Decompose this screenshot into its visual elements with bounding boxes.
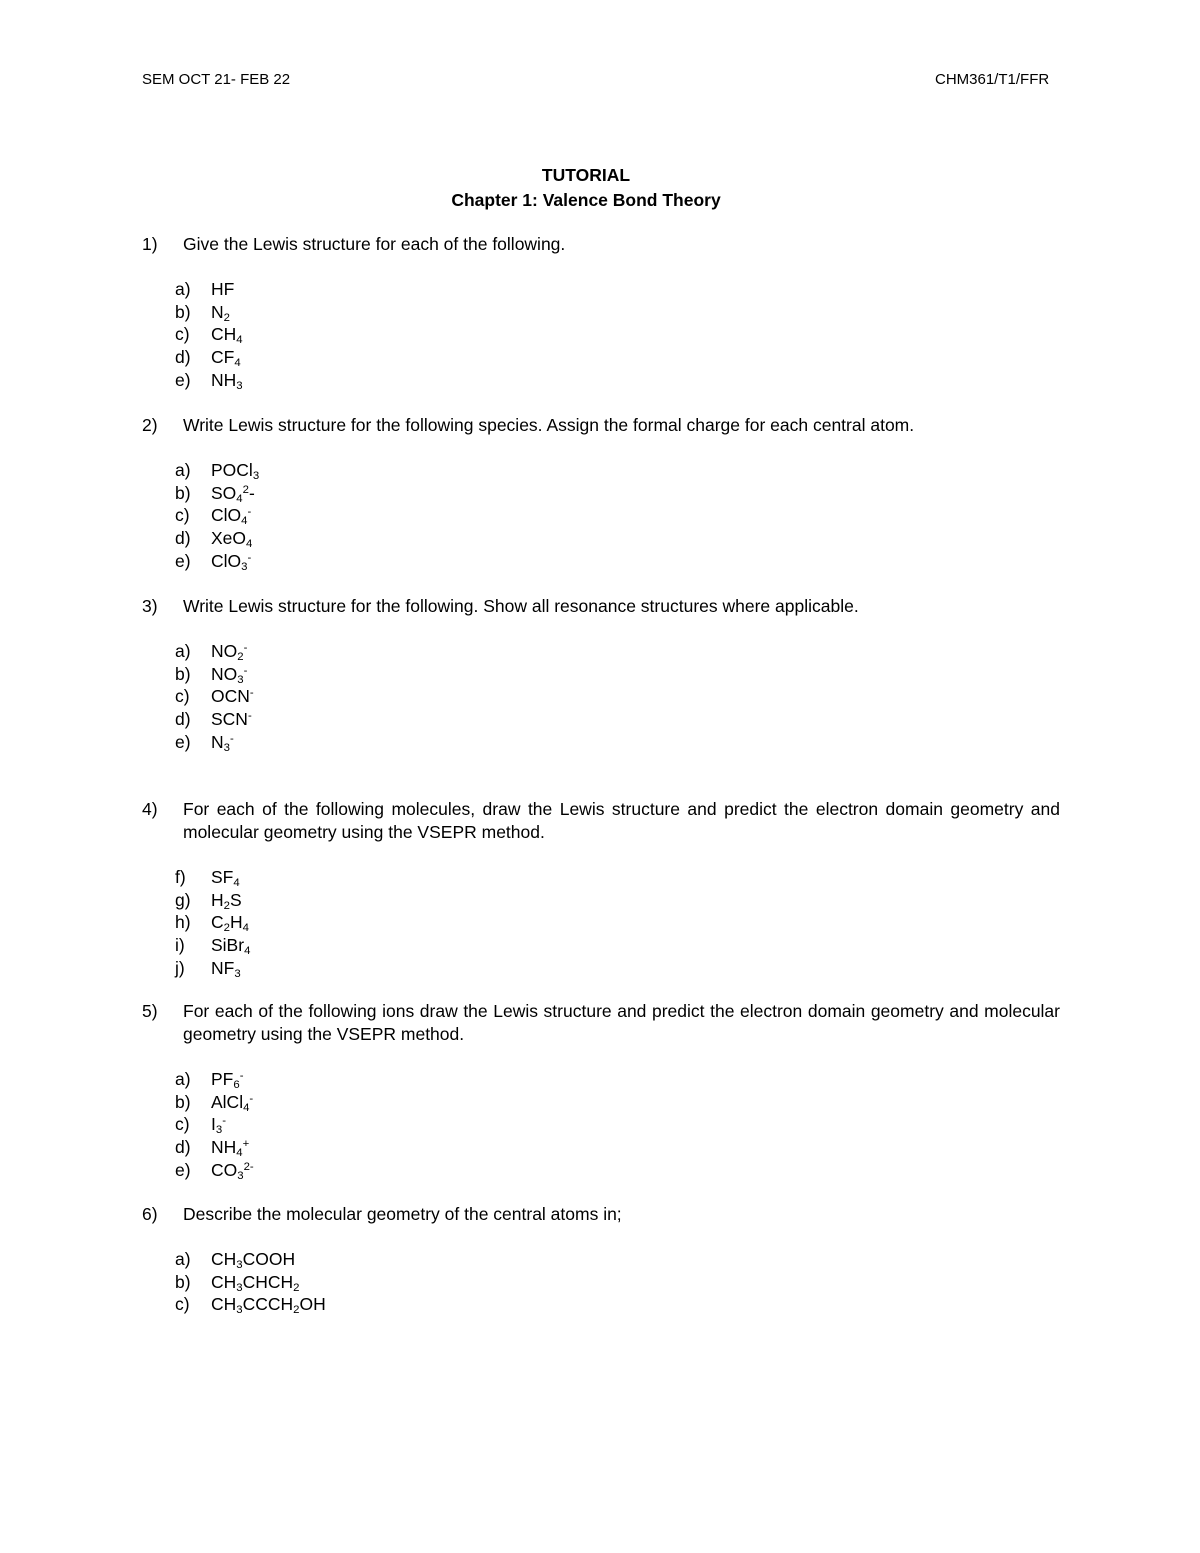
chemical-formula: [211, 685, 1060, 708]
formula-text: SF: [211, 867, 234, 887]
chemical-formula: [211, 1159, 1060, 1182]
chemical-formula: [211, 640, 1060, 663]
item-list: [142, 1068, 1060, 1181]
formula-superscript: 2-: [243, 1160, 254, 1173]
item-letter: a): [175, 460, 191, 480]
formula-text: COOH: [242, 1249, 296, 1269]
item-letter: j): [175, 957, 185, 978]
chemical-formula: [211, 957, 1060, 980]
list-item: [175, 934, 1060, 957]
chemical-formula: [211, 1068, 1060, 1091]
formula-text: NH: [211, 1137, 237, 1158]
question-number: 5): [142, 1001, 158, 1021]
formula-superscript: 2: [242, 483, 249, 496]
formula-text: C: [211, 912, 224, 933]
list-item: [175, 1271, 1060, 1294]
formula-superscript: -: [243, 664, 248, 677]
chemical-formula: [211, 934, 1060, 957]
formula-text: CCCH: [242, 1294, 294, 1315]
list-item: [175, 889, 1060, 912]
formula-subscript: 3: [241, 560, 248, 573]
formula-text: CHCH: [242, 1271, 294, 1292]
formula-subscript: 4: [234, 356, 241, 369]
formula-text: CH: [211, 324, 237, 345]
formula-superscript: -: [247, 551, 252, 564]
list-item: [175, 504, 1060, 527]
item-list: [142, 640, 1060, 753]
list-item: [175, 866, 1060, 889]
formula-text: SiBr: [211, 935, 245, 956]
question-3: [142, 595, 1060, 753]
chemical-formula: [211, 911, 1060, 934]
formula-text: OCN: [211, 686, 250, 707]
formula-text: N: [211, 301, 224, 322]
formula-subscript: 4: [243, 1101, 250, 1114]
chemical-formula: [211, 1271, 1060, 1294]
formula-text: I: [211, 1114, 216, 1135]
question-number: 2): [142, 415, 158, 435]
header-course-code: CHM361/T1/FFR: [935, 71, 1050, 88]
formula-text: CO: [211, 1159, 238, 1180]
question-text: Write Lewis structure for the following. Show all resonance structures where applicable.: [183, 596, 859, 616]
chemical-formula: [211, 278, 1060, 301]
list-item: [175, 1293, 1060, 1316]
item-letter: b): [175, 663, 191, 684]
formula-text: NF: [211, 957, 235, 978]
item-letter: b): [175, 1091, 191, 1112]
chemical-formula: [211, 866, 1060, 889]
list-item: [175, 663, 1060, 686]
question-text: Give the Lewis structure for each of the following.: [183, 234, 566, 254]
chemical-formula: [211, 708, 1060, 731]
formula-subscript: 3: [237, 673, 244, 686]
item-letter: c): [175, 686, 190, 707]
item-list: [142, 866, 1060, 979]
formula-subscript: 3: [236, 1258, 243, 1271]
header-semester: SEM OCT 21- FEB 22: [142, 71, 291, 88]
formula-text: AlCl: [211, 1091, 244, 1112]
formula-subscript: 2: [223, 922, 230, 935]
list-item: [175, 1068, 1060, 1091]
formula-subscript: 3: [215, 1124, 223, 1137]
item-letter: c): [175, 1114, 190, 1135]
item-list: [142, 459, 1060, 572]
formula-text: NO: [211, 641, 238, 661]
item-list: [142, 1248, 1060, 1316]
item-letter: i): [175, 935, 185, 956]
item-letter: c): [175, 324, 190, 345]
question-6: [142, 1203, 1060, 1316]
formula-text: -: [248, 482, 255, 503]
question-number: 6): [142, 1204, 158, 1224]
chemical-formula: [211, 504, 1060, 527]
list-item: [175, 731, 1060, 754]
chemical-formula: [211, 323, 1060, 346]
formula-subscript: 2: [293, 1304, 300, 1317]
formula-text: SO: [211, 482, 237, 503]
formula-subscript: 4: [244, 944, 251, 957]
question-2: [142, 414, 1060, 572]
item-letter: a): [175, 1249, 191, 1269]
item-letter: a): [175, 279, 191, 299]
list-item: [175, 708, 1060, 731]
chemical-formula: [211, 482, 1060, 505]
question-number: 3): [142, 596, 158, 616]
chemical-formula: [211, 731, 1060, 754]
formula-text: ClO: [211, 505, 242, 526]
formula-subscript: 3: [236, 1304, 243, 1317]
item-letter: c): [175, 505, 190, 526]
item-letter: e): [175, 369, 191, 390]
chemical-formula: [211, 527, 1060, 550]
formula-text: HF: [211, 279, 235, 299]
formula-subscript: 4: [236, 334, 243, 347]
chemical-formula: [211, 459, 1060, 482]
title-block: [0, 163, 1172, 213]
formula-superscript: -: [249, 687, 254, 700]
formula-text: CH: [211, 1271, 237, 1292]
question-5: [142, 1000, 1060, 1181]
list-item: [175, 640, 1060, 663]
chemical-formula: [211, 1248, 1060, 1271]
formula-text: PF: [211, 1069, 234, 1089]
chemical-formula: [211, 1293, 1060, 1316]
list-item: [175, 459, 1060, 482]
chemical-formula: [211, 1136, 1060, 1159]
formula-subscript: 2: [223, 311, 230, 324]
list-item: [175, 369, 1060, 392]
question-text: For each of the following ions draw the Lewis structure and predict the electron domain geometry and molecular geometry using the VSEPR method.: [183, 1001, 1060, 1044]
page-title: TUTORIAL: [541, 165, 631, 185]
question-1: [142, 233, 1060, 391]
formula-text: H: [229, 912, 243, 933]
formula-text: POCl: [211, 460, 253, 480]
formula-subscript: 4: [246, 537, 253, 550]
question-text: For each of the following molecules, draw the Lewis structure and predict the electron domain geometry and molecular geometry using the VSEPR method.: [183, 799, 1060, 842]
item-letter: d): [175, 1137, 191, 1158]
formula-subscript: 3: [237, 1169, 244, 1182]
item-letter: h): [175, 912, 191, 933]
chemical-formula: [211, 346, 1060, 369]
question-number: 4): [142, 799, 158, 819]
item-letter: a): [175, 1069, 191, 1089]
formula-text: NO: [211, 663, 238, 684]
item-letter: b): [175, 1271, 191, 1292]
formula-text: XeO: [211, 528, 247, 549]
item-letter: d): [175, 347, 191, 368]
chemical-formula: [211, 1113, 1060, 1136]
formula-superscript: -: [249, 1092, 254, 1105]
formula-superscript: +: [242, 1137, 250, 1150]
item-letter: b): [175, 301, 191, 322]
formula-superscript: -: [243, 641, 248, 654]
item-letter: a): [175, 641, 191, 661]
formula-text: NH: [211, 369, 237, 390]
formula-superscript: -: [247, 709, 252, 722]
chemical-formula: [211, 369, 1060, 392]
item-letter: e): [175, 731, 191, 752]
chapter-title: Chapter 1: Valence Bond Theory: [451, 190, 721, 210]
formula-subscript: 4: [236, 1146, 243, 1159]
item-letter: d): [175, 709, 191, 730]
list-item: [175, 301, 1060, 324]
list-item: [175, 685, 1060, 708]
question-4: [142, 798, 1060, 979]
formula-subscript: 3: [236, 1281, 243, 1294]
formula-subscript: 2: [237, 650, 244, 663]
formula-superscript: -: [247, 506, 252, 519]
formula-subscript: 4: [241, 515, 248, 528]
formula-text: ClO: [211, 550, 242, 571]
formula-superscript: -: [229, 732, 234, 745]
formula-text: SCN: [211, 709, 248, 730]
formula-text: CH: [211, 1249, 237, 1269]
list-item: [175, 346, 1060, 369]
item-list: [142, 278, 1060, 391]
list-item: [175, 1159, 1060, 1182]
formula-subscript: 3: [252, 469, 260, 482]
item-letter: c): [175, 1294, 190, 1315]
formula-subscript: 6: [233, 1078, 240, 1091]
formula-superscript: -: [239, 1069, 244, 1082]
formula-text: CH: [211, 1294, 237, 1315]
chemical-formula: [211, 889, 1060, 912]
list-item: [175, 1248, 1060, 1271]
question-text: Describe the molecular geometry of the central atoms in;: [183, 1204, 622, 1224]
formula-text: N: [211, 731, 224, 752]
list-item: [175, 278, 1060, 301]
formula-subscript: 4: [236, 492, 243, 505]
item-letter: g): [175, 889, 191, 910]
list-item: [175, 911, 1060, 934]
chemical-formula: [211, 301, 1060, 324]
chemical-formula: [211, 550, 1060, 573]
formula-text: CF: [211, 347, 235, 368]
list-item: [175, 527, 1060, 550]
list-item: [175, 1136, 1060, 1159]
list-item: [175, 957, 1060, 980]
list-item: [175, 1113, 1060, 1136]
item-letter: f): [175, 867, 186, 887]
formula-subscript: 4: [233, 876, 240, 889]
formula-subscript: 2: [293, 1281, 300, 1294]
question-number: 1): [142, 234, 158, 254]
list-item: [175, 323, 1060, 346]
formula-subscript: 3: [234, 967, 241, 980]
formula-text: OH: [299, 1294, 326, 1315]
list-item: [175, 1091, 1060, 1114]
item-letter: d): [175, 528, 191, 549]
formula-subscript: 3: [236, 379, 243, 392]
formula-subscript: 2: [223, 899, 230, 912]
formula-subscript: 4: [242, 922, 249, 935]
formula-subscript: 3: [223, 741, 230, 754]
list-item: [175, 550, 1060, 573]
chemical-formula: [211, 1091, 1060, 1114]
item-letter: e): [175, 1159, 191, 1180]
item-letter: b): [175, 482, 191, 503]
list-item: [175, 482, 1060, 505]
formula-text: H: [211, 889, 224, 910]
formula-text: S: [229, 889, 242, 910]
formula-superscript: -: [222, 1115, 226, 1128]
item-letter: e): [175, 550, 191, 571]
question-text: Write Lewis structure for the following species. Assign the formal charge for each central atom.: [183, 415, 915, 435]
chemical-formula: [211, 663, 1060, 686]
